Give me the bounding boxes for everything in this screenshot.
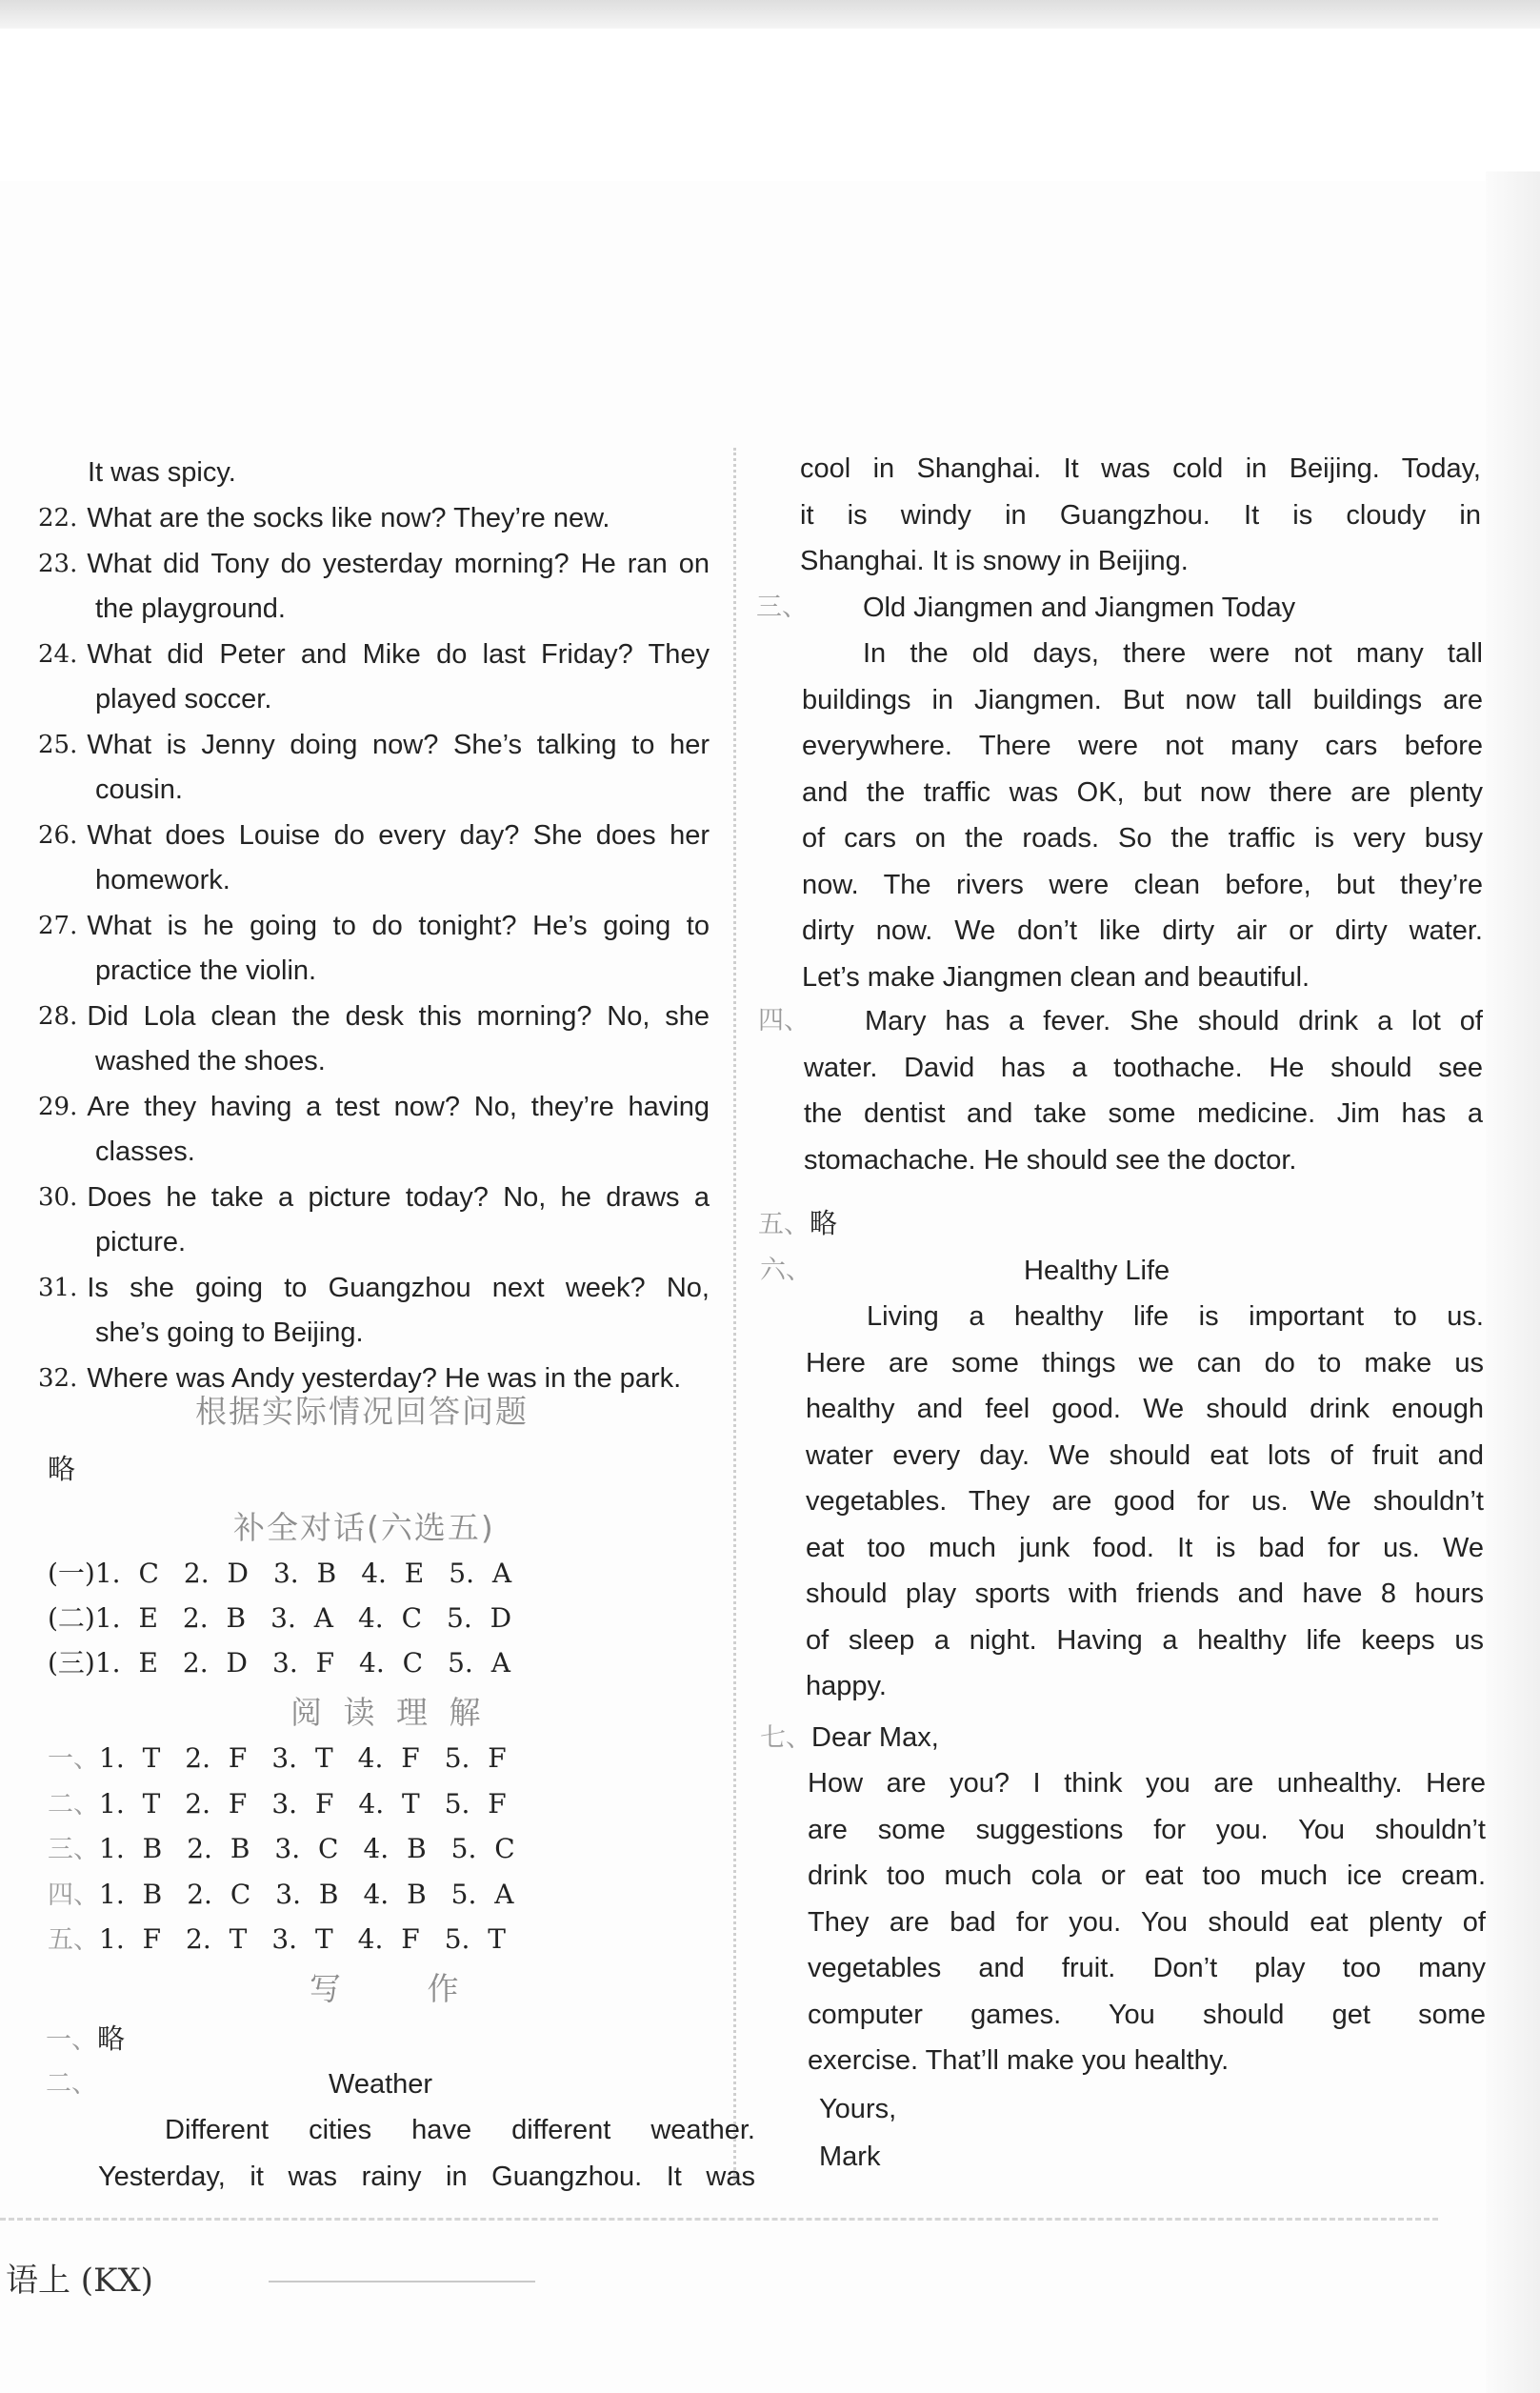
- text-line: everywhere. There were not many cars before: [802, 731, 1483, 761]
- writing-one: [46, 2016, 125, 2064]
- question-text: What is he going to do tonight? He’s going to: [87, 910, 710, 941]
- text-line: Here are some things we can do to make us: [806, 1347, 1484, 1378]
- answer-item: 1. T: [99, 1742, 161, 1774]
- question-text: homework.: [95, 865, 230, 895]
- question-line: [38, 541, 710, 588]
- text-line: water. David has a toothache. He should see: [804, 1052, 1483, 1083]
- answer-item: 2. D: [183, 1558, 249, 1589]
- answer-item: 4. C: [357, 1602, 423, 1634]
- text-line: Yesterday, it was rainy in Guangzhou. It was: [98, 2161, 755, 2192]
- answer-item: 1. B: [99, 1878, 163, 1910]
- answer-item: 1. F: [99, 1923, 162, 1955]
- text-line: of sleep a night. Having a healthy life keeps us: [806, 1624, 1484, 1656]
- page-right-shadow: [1486, 171, 1540, 2393]
- question-text: Does he take a picture today? No, he draws a: [87, 1181, 710, 1213]
- text-line: should play sports with friends and have 8 hours: [806, 1579, 1484, 1609]
- answer-row: [48, 1872, 514, 1920]
- answer-item: 2. B: [182, 1602, 247, 1634]
- scan-top-edge: [0, 0, 1540, 29]
- question-number: 27.: [38, 911, 78, 940]
- answer-row: [48, 1736, 507, 1783]
- text-line: Let’s make Jiangmen clean and beautiful.: [802, 961, 1310, 993]
- text-line: cool in Shanghai. It was cold in Beijing. Today,: [800, 453, 1481, 484]
- question-text: played soccer.: [95, 684, 272, 714]
- question-text: What did Peter and Mike do last Friday? They: [87, 638, 710, 670]
- question-continuation: [95, 1310, 364, 1357]
- text-line: How are you? I think you are unhealthy. Here: [808, 1768, 1486, 1799]
- text-line: eat too much junk food. It is bad for us. We: [806, 1532, 1484, 1563]
- question-number: 29.: [38, 1092, 78, 1121]
- answer-item: 2. F: [185, 1742, 248, 1774]
- section-4-label: 四、: [758, 1006, 810, 1036]
- text-line: Living a healthy life is important to us.: [867, 1301, 1484, 1332]
- answer-item: 3. B: [275, 1878, 339, 1910]
- answer-item: 4. C: [359, 1647, 424, 1679]
- answer-omitted: 略: [48, 1453, 76, 1485]
- answer-item: 3. A: [270, 1602, 333, 1634]
- section-7-head: [760, 1715, 939, 1762]
- answer-item: 1. E: [94, 1602, 158, 1634]
- section-5-text: 略: [810, 1207, 838, 1239]
- question-text: the playground.: [95, 593, 286, 624]
- answer-item: 5. A: [450, 1878, 514, 1910]
- text-line: They are bad for you. You should eat plenty of: [808, 1906, 1486, 1938]
- text-line: healthy and feel good. We should drink enough: [806, 1394, 1484, 1424]
- letter-closing: Yours,: [819, 2094, 897, 2124]
- answer-row-label: 二、: [48, 1789, 99, 1820]
- text-line: exercise. That’ll make you healthy.: [808, 2045, 1230, 2076]
- question-text: she’s going to Beijing.: [95, 1317, 364, 1348]
- section-3-title: Old Jiangmen and Jiangmen Today: [863, 593, 1296, 623]
- question-line: [38, 495, 710, 542]
- answer-row-label: 一、: [48, 1744, 99, 1774]
- answer-item: 2. C: [187, 1878, 251, 1910]
- question-line: [38, 1175, 710, 1221]
- question-line: [38, 632, 710, 678]
- answer-item: 3. T: [271, 1923, 333, 1955]
- question-number: 23.: [38, 549, 78, 578]
- question-number: 25.: [38, 730, 78, 759]
- writing-two-label: 二、: [46, 2069, 97, 2099]
- question-continuation: [95, 586, 286, 633]
- answer-row-label: (二): [48, 1602, 95, 1634]
- question-text: Are they having a test now? No, they’re having: [87, 1091, 710, 1122]
- question-line: [38, 813, 710, 859]
- question-text: Did Lola clean the desk this morning? No, she: [87, 1000, 710, 1032]
- text-line: now. The rivers were clean before, but they’re: [802, 869, 1483, 900]
- answer-item: 2. D: [182, 1647, 248, 1679]
- question-line: [38, 722, 710, 769]
- text-line: water every day. We should eat lots of fruit and: [806, 1439, 1484, 1471]
- text-line: happy.: [806, 1671, 887, 1701]
- question-number: 22.: [38, 504, 78, 533]
- footer-subject: 语上 (KX): [6, 2262, 153, 2300]
- text-line: dirty now. We don’t like dirty air or dirty water.: [802, 915, 1483, 946]
- question-line: [38, 1084, 710, 1131]
- heading-writing: 写 作: [310, 1970, 497, 2007]
- answer-item: 4. B: [363, 1833, 427, 1864]
- answer-row: [48, 1917, 506, 1964]
- answer-row-label: (一): [48, 1558, 95, 1589]
- question-text: What did Tony do yesterday morning? He ran on: [87, 548, 710, 579]
- answer-item: 2. T: [186, 1923, 248, 1955]
- section-6-label: 六、: [760, 1256, 811, 1285]
- writing-one-text: 略: [97, 2022, 126, 2055]
- question-text: practice the violin.: [95, 955, 317, 986]
- text-line: Different cities have different weather.: [165, 2115, 755, 2145]
- question-continuation: [95, 1038, 326, 1085]
- text-line: it is windy in Guangzhou. It is cloudy in: [800, 499, 1481, 531]
- question-number: 30.: [38, 1182, 78, 1212]
- text-line: Mary has a fever. She should drink a lot of: [865, 1006, 1483, 1036]
- letter-signature: Mark: [819, 2142, 881, 2172]
- text-line: are some suggestions for you. You shouldn’t: [808, 1814, 1486, 1845]
- answer-item: 3. F: [271, 1787, 334, 1820]
- answer-item: 4. F: [357, 1742, 420, 1774]
- section-6-title: Healthy Life: [1024, 1256, 1170, 1286]
- answer-item: 1. E: [94, 1647, 158, 1679]
- answer-item: 5. C: [450, 1833, 515, 1864]
- text-line: vegetables. They are good for us. We shouldn’t: [806, 1486, 1484, 1517]
- answer-item: 5. A: [449, 1558, 512, 1589]
- answer-item: 2. B: [187, 1833, 250, 1864]
- question-continuation: [95, 676, 271, 723]
- section-5: [758, 1200, 837, 1249]
- question-text: classes.: [95, 1136, 195, 1167]
- answer-item: 1. C: [94, 1558, 159, 1589]
- question-text: Where was Andy yesterday? He was in the park.: [87, 1362, 682, 1394]
- question-continuation: [95, 857, 230, 904]
- answer-row-label: 五、: [48, 1925, 99, 1955]
- answer-item: 4. E: [361, 1558, 425, 1589]
- column-divider: [733, 448, 736, 2182]
- text-line: of cars on the roads. So the traffic is very busy: [802, 823, 1483, 854]
- question-text: What are the socks like now? They’re new.: [87, 503, 610, 533]
- answer-row: [48, 1640, 510, 1687]
- question-line: [38, 903, 710, 950]
- section-7-greeting: Dear Max,: [811, 1722, 939, 1753]
- answer-item: 4. B: [363, 1878, 427, 1910]
- answer-row: [48, 1551, 511, 1598]
- question-continuation: [95, 1219, 186, 1266]
- question-number: 26.: [38, 820, 78, 850]
- question-number: 28.: [38, 1001, 78, 1031]
- text-line: In the old days, there were not many tall: [863, 638, 1483, 669]
- text-line: stomachache. He should see the doctor.: [804, 1144, 1297, 1176]
- heading-answer-questions: 根据实际情况回答问题: [195, 1393, 529, 1430]
- question-text: cousin.: [95, 774, 183, 805]
- text-line: Shanghai. It is snowy in Beijing.: [800, 546, 1189, 576]
- question-line: [38, 1265, 710, 1312]
- question-continuation: [95, 1129, 195, 1176]
- section-5-label: 五、: [758, 1210, 810, 1239]
- answer-row: [48, 1596, 511, 1642]
- answer-item: 5. T: [444, 1923, 506, 1955]
- text-line: computer games. You should get some: [808, 1999, 1486, 2030]
- section-3-label: 三、: [756, 593, 808, 622]
- answer-item: 1. T: [99, 1787, 161, 1820]
- question-number: 31.: [38, 1273, 78, 1302]
- question-text: washed the shoes.: [95, 1046, 326, 1076]
- text-line: vegetables and fruit. Don’t play too many: [808, 1953, 1486, 1983]
- question-number: 32.: [38, 1363, 78, 1393]
- answer-item: 3. T: [271, 1742, 333, 1774]
- footer-underline: [269, 2281, 535, 2282]
- answer-item: 4. T: [358, 1787, 420, 1820]
- answer-item: 5. F: [444, 1742, 507, 1774]
- answer-row: [48, 1781, 507, 1829]
- question-text: What does Louise do every day? She does her: [87, 819, 710, 851]
- question-line: [38, 994, 710, 1040]
- text-line: the dentist and take some medicine. Jim has a: [804, 1098, 1483, 1129]
- section-7-label: 七、: [760, 1723, 811, 1753]
- question-number: 24.: [38, 639, 78, 669]
- intro-line: It was spicy.: [88, 457, 236, 488]
- answer-item: 1. B: [99, 1833, 163, 1864]
- writing-two-title: Weather: [329, 2069, 433, 2100]
- heading-reading: 阅 读 理 解: [290, 1694, 487, 1731]
- answer-item: 2. F: [185, 1787, 248, 1820]
- question-continuation: [95, 767, 183, 814]
- answer-row-label: (三): [48, 1647, 95, 1679]
- question-text: What is Jenny doing now? She’s talking to her: [87, 729, 710, 760]
- answer-row-label: 四、: [48, 1880, 99, 1910]
- question-text: Is she going to Guangzhou next week? No,: [87, 1272, 710, 1303]
- bottom-dashed-rule: [0, 2218, 1438, 2221]
- blank-header-area: [0, 29, 1540, 181]
- writing-one-label: 一、: [46, 2025, 97, 2055]
- question-continuation: [95, 948, 316, 995]
- answer-item: 5. D: [447, 1602, 512, 1634]
- answer-item: 4. F: [357, 1923, 420, 1955]
- text-line: buildings in Jiangmen. But now tall buildings are: [802, 684, 1483, 715]
- answer-item: 5. F: [444, 1787, 507, 1820]
- answer-item: 3. B: [272, 1558, 337, 1589]
- answer-item: 5. A: [448, 1647, 510, 1679]
- answer-item: 3. F: [272, 1647, 335, 1679]
- heading-dialogue: 补全对话(六选五): [233, 1509, 495, 1546]
- text-line: and the traffic was OK, but now there are plenty: [802, 776, 1483, 808]
- answer-item: 3. C: [274, 1833, 339, 1864]
- text-line: drink too much cola or eat too much ice cream.: [808, 1860, 1486, 1891]
- question-text: picture.: [95, 1227, 187, 1257]
- answer-row-label: 三、: [48, 1835, 99, 1864]
- answer-row: [48, 1826, 515, 1874]
